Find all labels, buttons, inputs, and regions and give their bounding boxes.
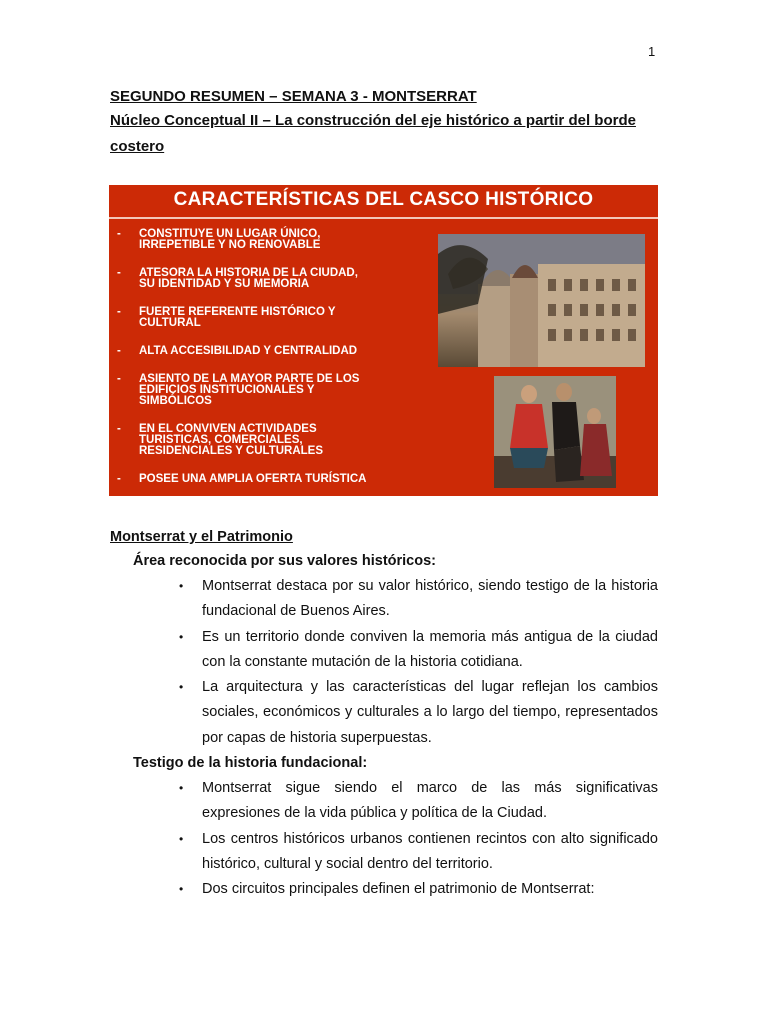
slide-bullet-line: SIMBÓLICOS: [139, 395, 212, 407]
bullet-icon: •: [179, 579, 184, 593]
slide-bullet-line: EN EL CONVIVEN ACTIVIDADES: [139, 423, 317, 435]
slide-bullet-line: CULTURAL: [139, 317, 201, 329]
tango-dancers-photo: [494, 376, 616, 488]
slide-bullet-line: FUERTE REFERENTE HISTÓRICO Y: [139, 306, 336, 318]
slide-divider: [109, 217, 658, 219]
list-item-text: Dos circuitos principales definen el patrimonio de Montserrat:: [202, 881, 595, 898]
document-subtitle: Núcleo Conceptual II – La construcción del eje histórico a partir del borde costero: [110, 112, 636, 155]
slide-bullet-line: IRREPETIBLE Y NO RENOVABLE: [139, 239, 321, 251]
bullet-icon: •: [179, 680, 184, 695]
subsection-title-foundational: Testigo de la historia fundacional:: [133, 755, 368, 771]
dash-bullet-icon: -: [117, 345, 121, 357]
document-title: SEGUNDO RESUMEN – SEMANA 3 - MONTSERRAT: [110, 88, 477, 105]
bullet-icon: •: [179, 882, 184, 897]
slide-bullet-item: [117, 268, 437, 290]
bullet-icon: •: [179, 629, 184, 644]
subsection-title-values: Área reconocida por sus valores históricos:: [133, 553, 436, 569]
slide-bullet-item: [117, 307, 437, 329]
dancers-illustration: [494, 376, 616, 488]
slide-bullet-line: ASIENTO DE LA MAYOR PARTE DE LOS: [139, 373, 360, 385]
slide-bullet-line: TURISTICAS, COMERCIALES,: [139, 434, 303, 446]
list-item-text: Es un territorio donde conviven la memoria más antigua de la ciudad con la constante mutación de la historia cotidiana.: [202, 628, 658, 670]
page-number: 1: [648, 44, 656, 59]
list-item-text: La arquitectura y las características del lugar reflejan los cambios sociales, económicos y culturales a lo largo del tiempo, representados por capas de historia superpuestas.: [202, 679, 658, 746]
slide-bullet-item: [117, 346, 437, 357]
building-illustration: [438, 234, 645, 367]
dash-bullet-icon: -: [117, 373, 121, 385]
slide-bullet-item: [117, 374, 437, 407]
list-item: [179, 625, 658, 676]
slide-bullet-item: [117, 424, 437, 457]
slide-bullet-list: [117, 229, 437, 485]
list-item: [179, 675, 658, 751]
list-item: [179, 877, 658, 902]
bullet-list-values: [0, 574, 658, 751]
slide-bullet-line: POSEE UNA AMPLIA OFERTA TURÍSTICA: [139, 473, 367, 485]
slide-bullet-item: [117, 229, 437, 251]
slide-image: [109, 185, 658, 496]
list-item: [179, 776, 658, 827]
slide-bullet-line: CONSTITUYE UN LUGAR ÚNICO,: [139, 228, 321, 240]
slide-bullet-line: EDIFICIOS INSTITUCIONALES Y: [139, 384, 315, 396]
list-item-text: Montserrat sigue siendo el marco de las más significativas expresiones de la vida pública y política de la Ciudad.: [202, 780, 658, 822]
list-item: [179, 827, 658, 878]
slide-bullet-line: SU IDENTIDAD Y SU MEMORIA: [139, 278, 310, 290]
list-item-text: Los centros históricos urbanos contienen recintos con alto significado histórico, cultural y social dentro del territorio.: [202, 830, 658, 872]
dash-bullet-icon: -: [117, 267, 121, 279]
dash-bullet-icon: -: [117, 423, 121, 435]
dash-bullet-icon: -: [117, 228, 121, 240]
historic-building-photo: [438, 234, 645, 367]
slide-bullet-line: RESIDENCIALES Y CULTURALES: [139, 445, 324, 457]
section-title: Montserrat y el Patrimonio: [110, 529, 293, 545]
bullet-icon: •: [179, 781, 184, 795]
bullet-icon: •: [179, 831, 184, 846]
list-item-text: Montserrat destaca por su valor histórico, siendo testigo de la historia fundacional de Buenos Aires.: [202, 578, 658, 620]
slide-bullet-line: ATESORA LA HISTORIA DE LA CIUDAD,: [139, 267, 358, 279]
bullet-list-foundational: [0, 776, 658, 902]
list-item: [179, 574, 658, 625]
dash-bullet-icon: -: [117, 306, 121, 318]
slide-bullet-item: [117, 474, 437, 485]
slide-title: CARACTERÍSTICAS DEL CASCO HISTÓRICO: [173, 189, 594, 210]
dash-bullet-icon: -: [117, 473, 121, 485]
slide-bullet-line: ALTA ACCESIBILIDAD Y CENTRALIDAD: [139, 345, 358, 357]
